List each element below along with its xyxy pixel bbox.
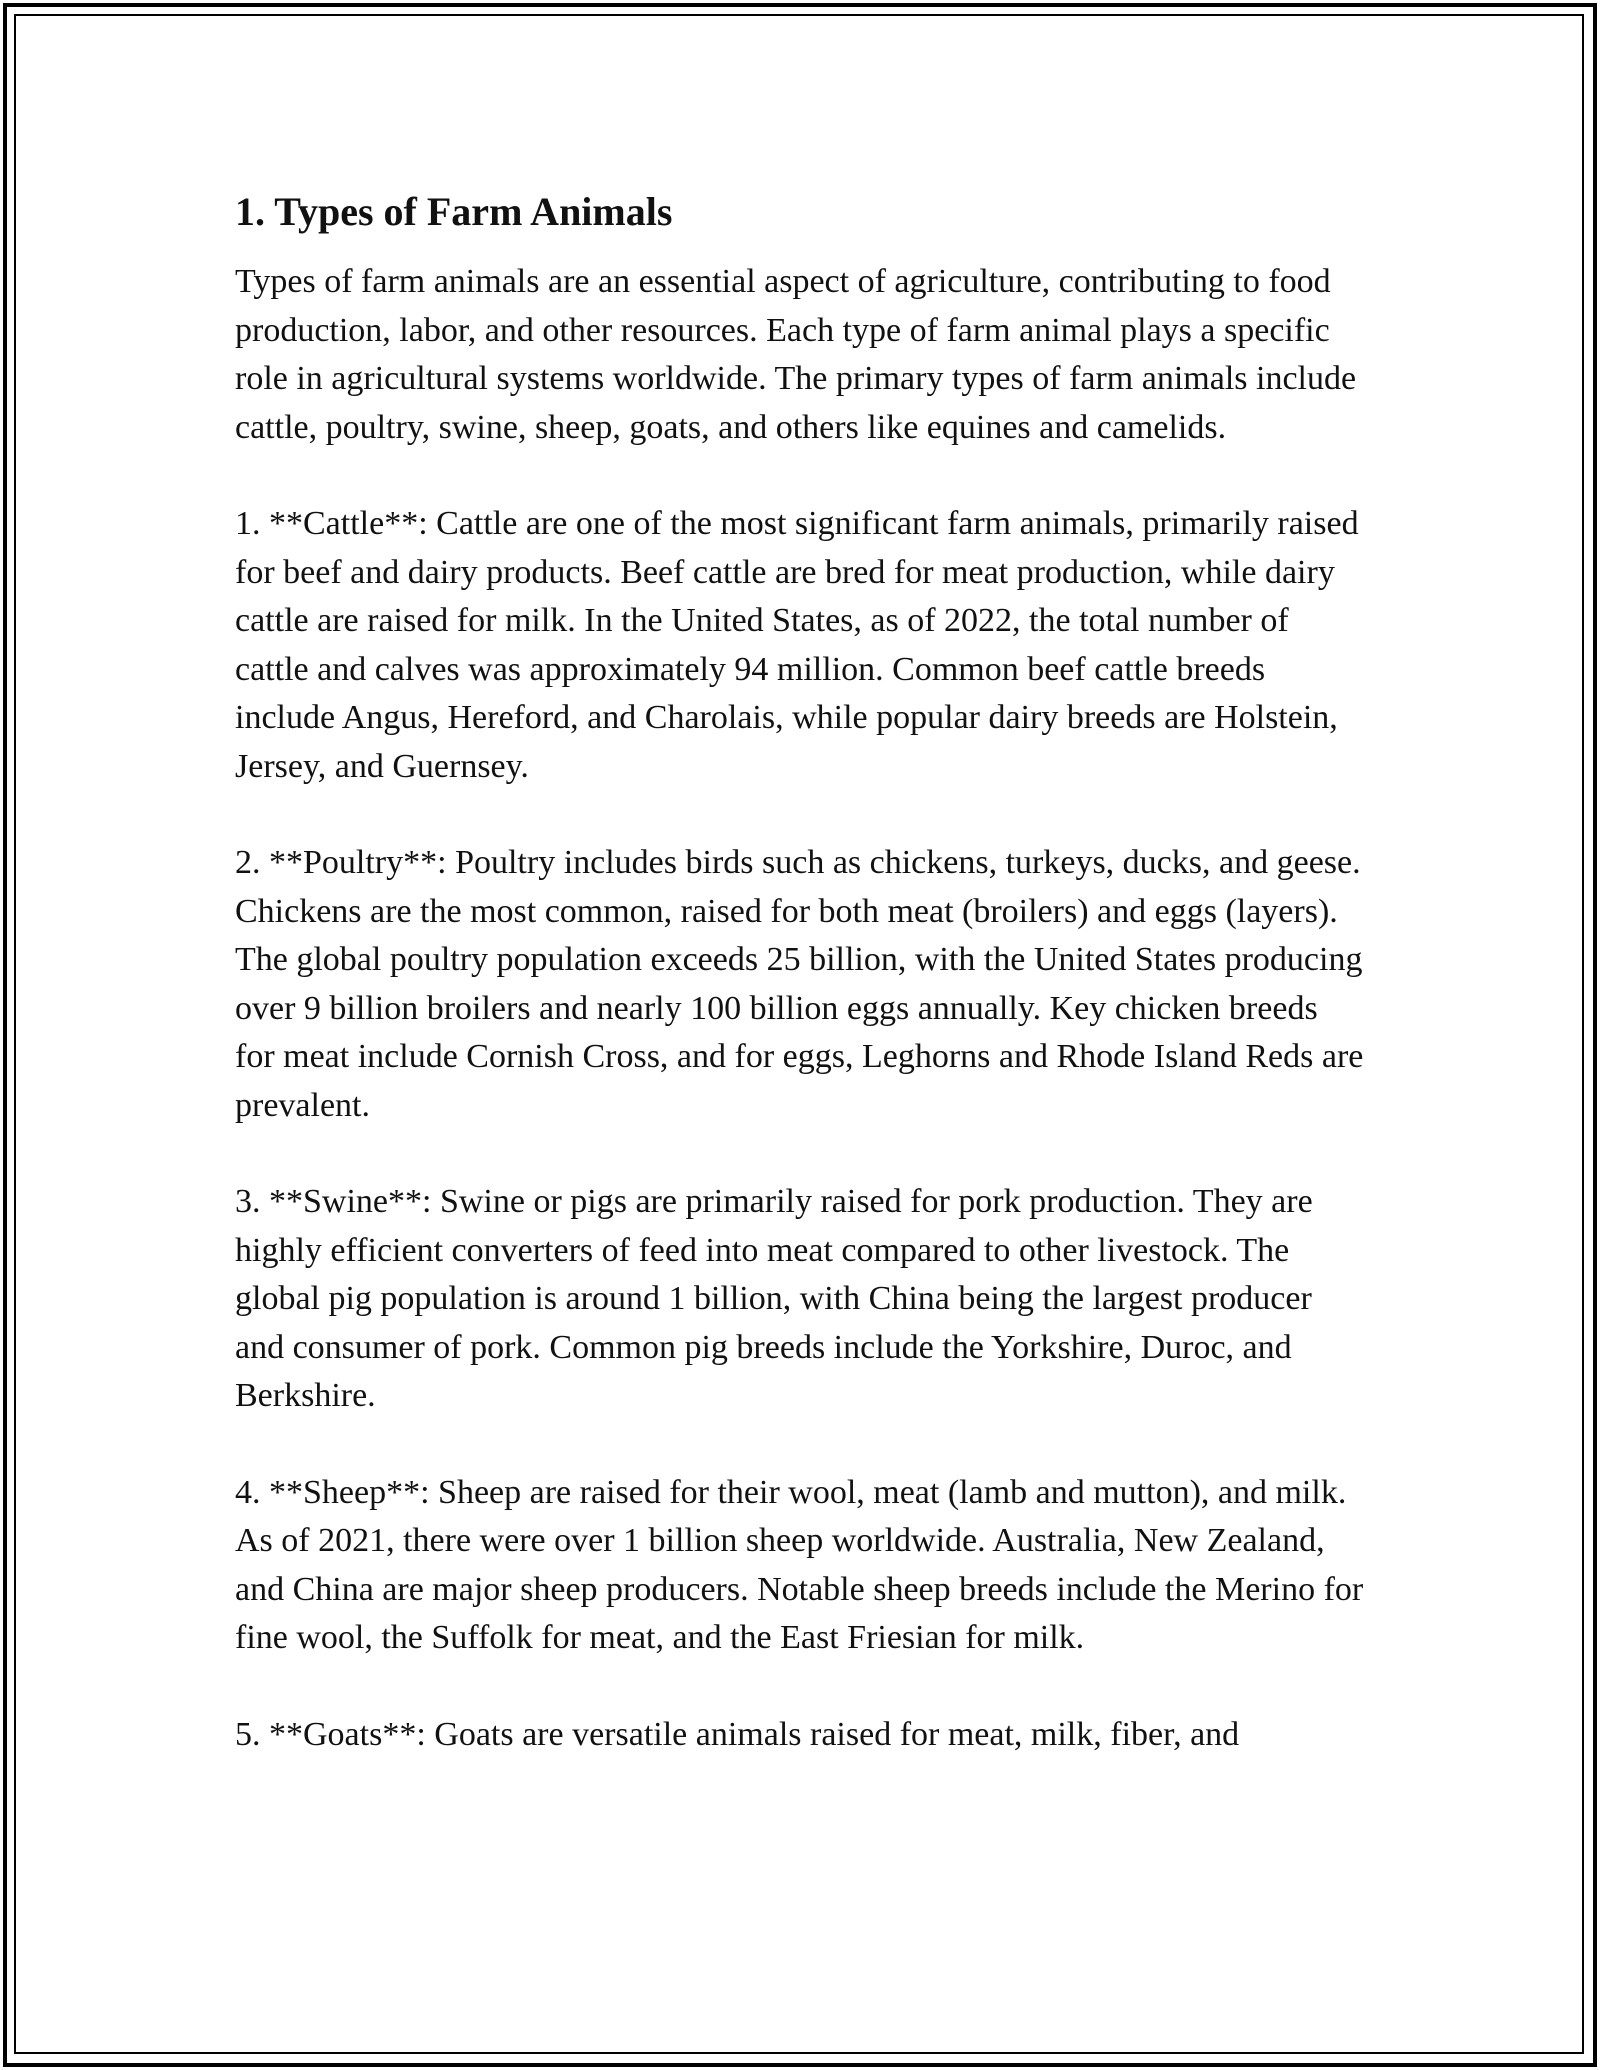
section-heading: 1. Types of Farm Animals [235, 189, 673, 234]
swine-paragraph: 3. **Swine**: Swine or pigs are primarily raised for pork production. They are highly efficient converters of feed into meat compared to other livestock. The global pig population is around 1 billion, with China being the largest producer and consumer of pork. Common pig breeds include the Yorkshire, Duroc, and Berkshire. [235, 1183, 1313, 1414]
cattle-paragraph: 1. **Cattle**: Cattle are one of the most significant farm animals, primarily raised for beef and dairy products. Beef cattle are bred for meat production, while dairy cattle are raised for milk. In the United States, as of 2022, the total number of cattle and calves was approximately 94 million. Common beef cattle breeds include Angus, Hereford, and Charolais, while popular dairy breeds are Holstein, Jersey, and Guernsey. [235, 505, 1359, 785]
goats-paragraph: 5. **Goats**: Goats are versatile animals raised for meat, milk, fiber, and [235, 1715, 1240, 1753]
intro-paragraph: Types of farm animals are an essential aspect of agriculture, contributing to food production, labor, and other resources. Each type of farm animal plays a specific role in agricultural systems worldwide. The primary types of farm animals include cattle, poultry, swine, sheep, goats, and others like equines and camelids. [235, 263, 1357, 446]
document-body [235, 186, 1365, 1807]
poultry-paragraph: 2. **Poultry**: Poultry includes birds such as chickens, turkeys, ducks, and geese. Chickens are the most common, raised for both meat (broilers) and eggs (layers). The global poultry population exceeds 25 billion, with the United States producing over 9 billion broilers and nearly 100 billion eggs annually. Key chicken breeds for meat include Cornish Cross, and for eggs, Leghorns and Rhode Island Reds are prevalent. [235, 844, 1364, 1124]
sheep-paragraph: 4. **Sheep**: Sheep are raised for their wool, meat (lamb and mutton), and milk. As of 2021, there were over 1 billion sheep worldwide. Australia, New Zealand, and China are major sheep producers. Notable sheep breeds include the Merino for fine wool, the Suffolk for meat, and the East Friesian for milk. [235, 1473, 1364, 1656]
